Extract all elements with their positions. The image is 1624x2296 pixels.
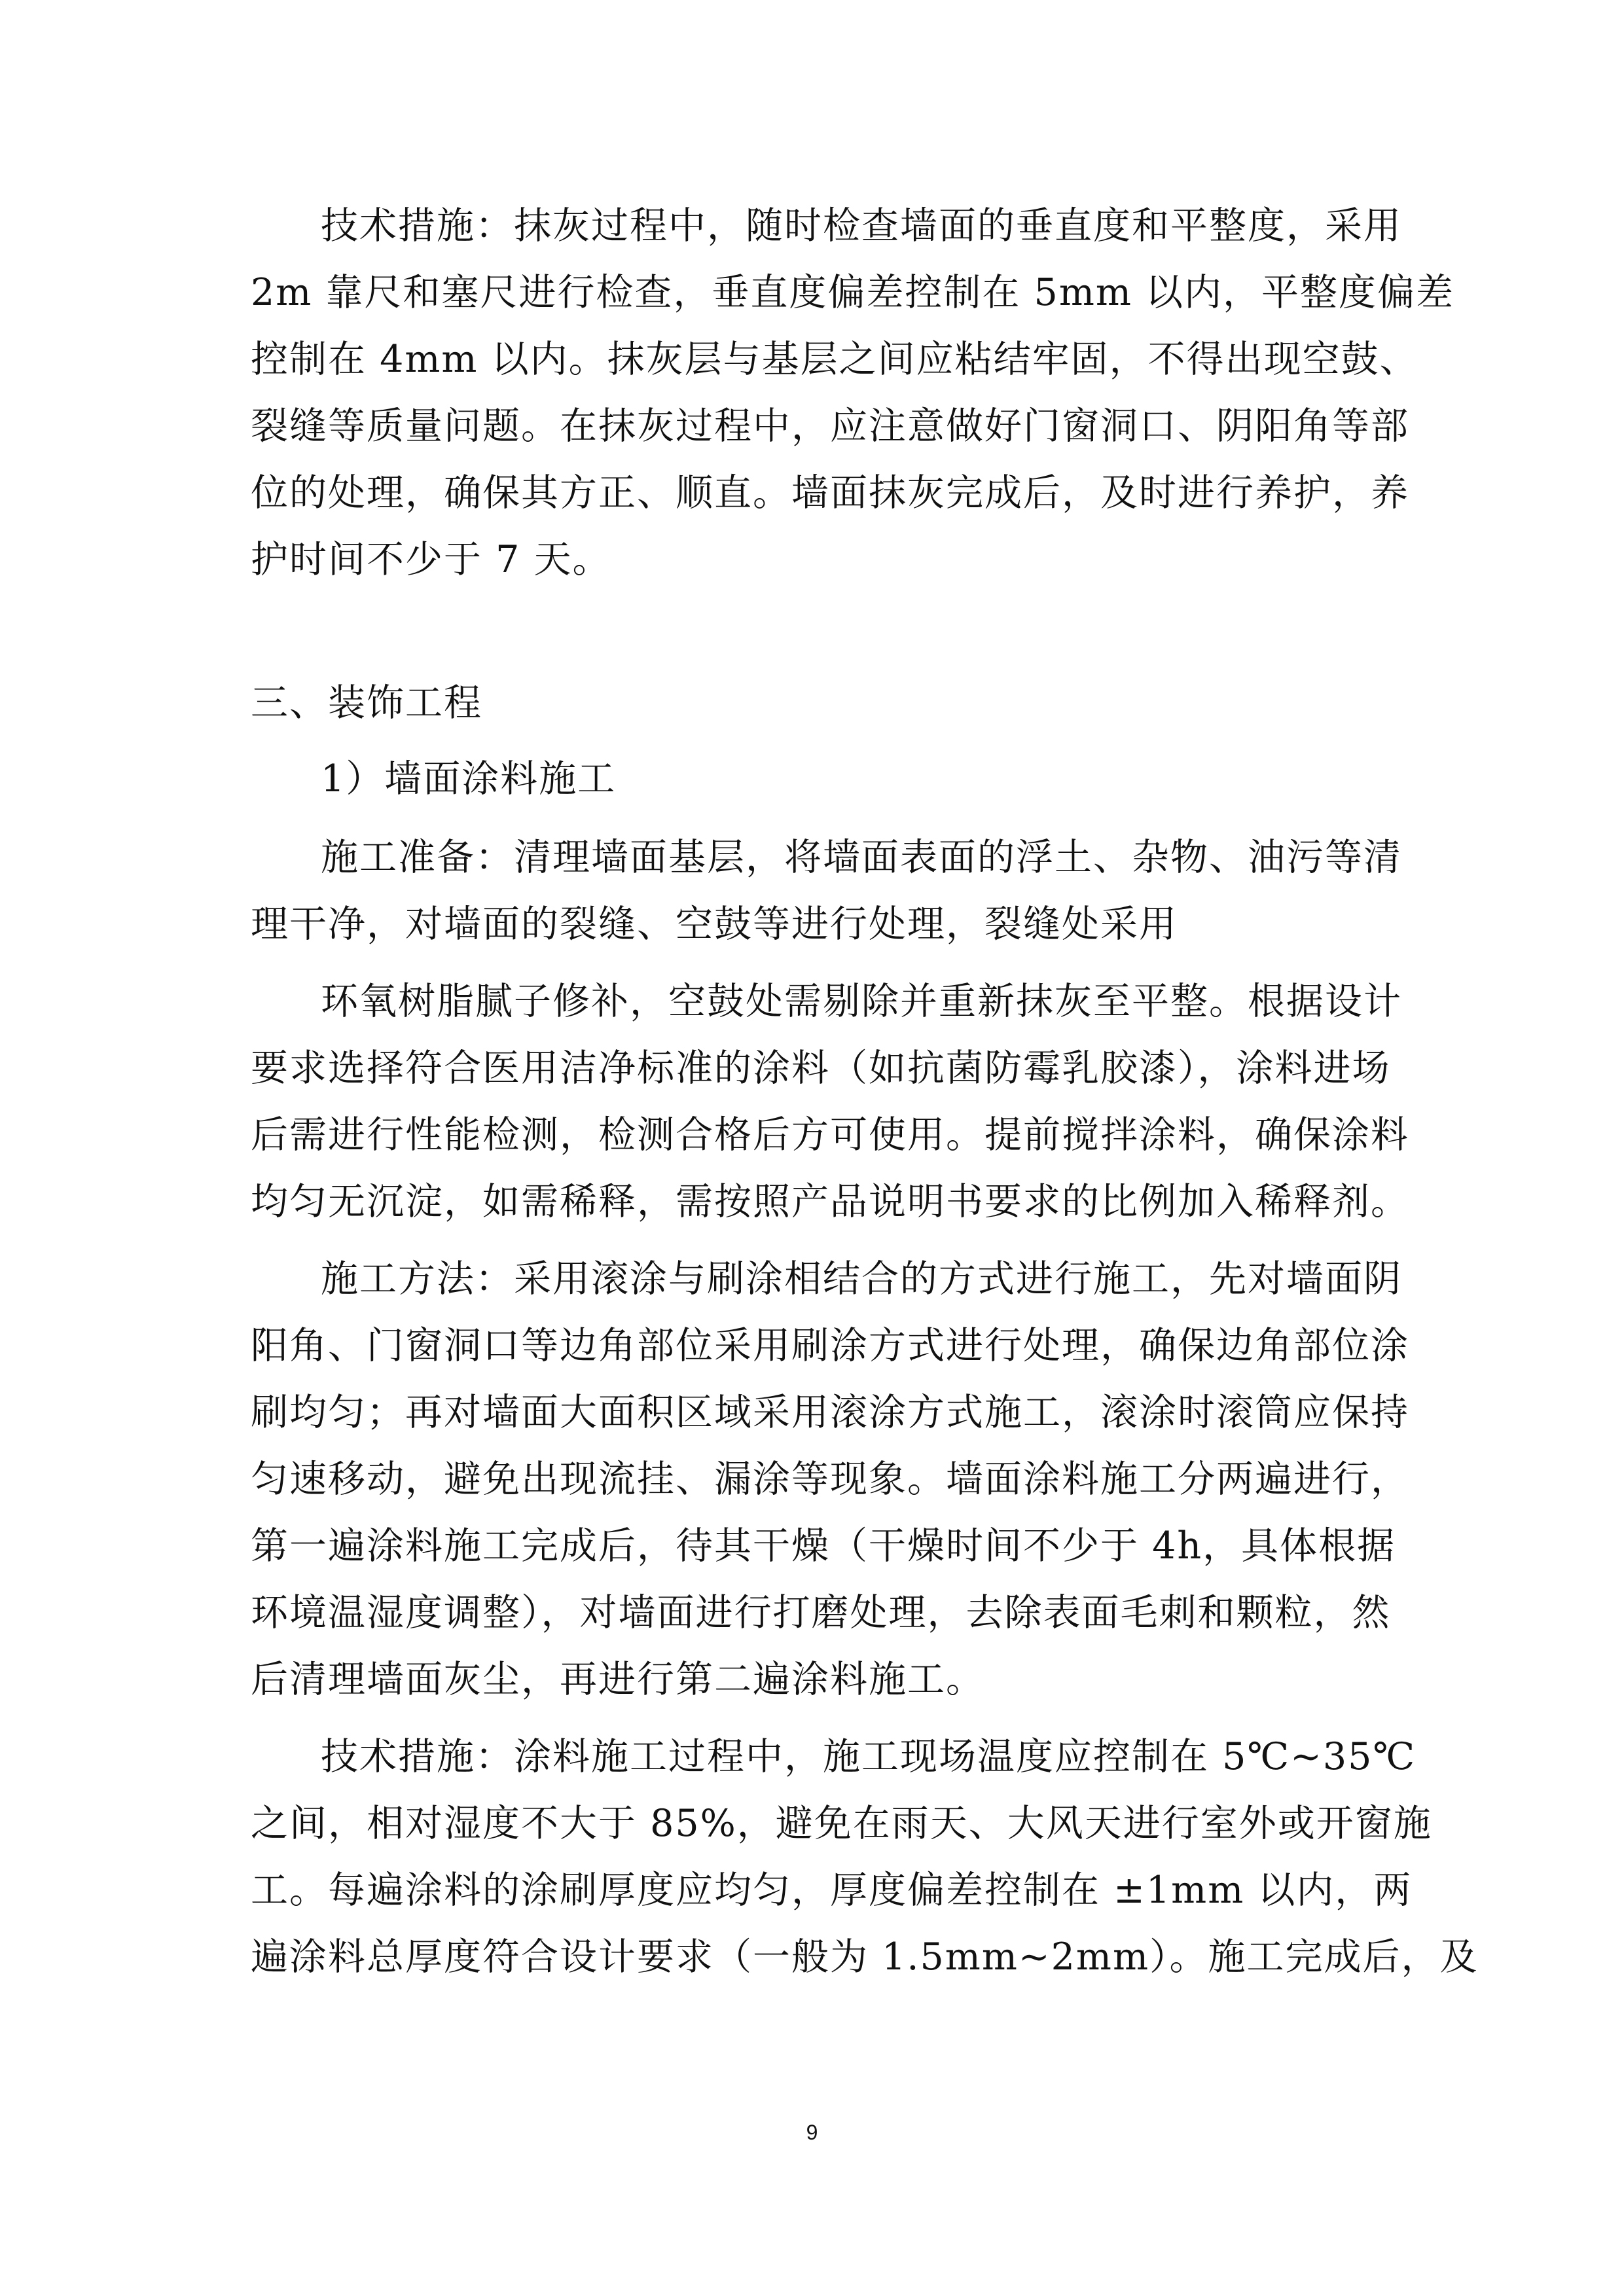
- paragraph-line: 施工方法：采用滚涂与刷涂相结合的方式进行施工，先对墙面阴: [321, 1257, 1402, 1300]
- section-heading: 三、装饰工程: [251, 681, 482, 725]
- subsection-heading: 1）墙面涂料施工: [321, 757, 617, 800]
- paragraph-line: 要求选择符合医用洁净标准的涂料（如抗菌防霉乳胶漆），涂料进场: [251, 1047, 1391, 1090]
- paragraph-line: 护时间不少于 7 天。: [251, 538, 611, 581]
- paragraph-line: 阳角、门窗洞口等边角部位采用刷涂方式进行处理，确保边角部位涂: [251, 1324, 1409, 1367]
- paragraph-line: 技术措施：涂料施工过程中，施工现场温度应控制在 5℃~35℃: [321, 1735, 1416, 1778]
- paragraph-line: 后需进行性能检测，检测合格后方可使用。提前搅拌涂料，确保涂料: [251, 1113, 1409, 1157]
- page-number: 9: [806, 2121, 818, 2144]
- paragraph-line: 之间，相对湿度不大于 85%，避免在雨天、大风天进行室外或开窗施: [251, 1802, 1432, 1845]
- paragraph-line: 工。每遍涂料的涂刷厚度应均匀，厚度偏差控制在 ±1mm 以内，两: [251, 1869, 1413, 1912]
- paragraph-line: 环境温湿度调整），对墙面进行打磨处理，去除表面毛刺和颗粒，然: [251, 1591, 1391, 1634]
- paragraph-line: 位的处理，确保其方正、顺直。墙面抹灰完成后，及时进行养护，养: [251, 471, 1409, 514]
- paragraph-line: 第一遍涂料施工完成后，待其干燥（干燥时间不少于 4h，具体根据: [251, 1524, 1396, 1568]
- paragraph-line: 后清理墙面灰尘，再进行第二遍涂料施工。: [251, 1658, 984, 1701]
- paragraph-line: 刷均匀；再对墙面大面积区域采用滚涂方式施工，滚涂时滚筒应保持: [251, 1391, 1409, 1434]
- paragraph-line: 施工准备：清理墙面基层，将墙面表面的浮土、杂物、油污等清: [321, 836, 1402, 879]
- paragraph-line: 均匀无沉淀，如需稀释，需按照产品说明书要求的比例加入稀释剂。: [251, 1180, 1409, 1223]
- paragraph-line: 环氧树脂腻子修补，空鼓处需剔除并重新抹灰至平整。根据设计: [321, 980, 1402, 1023]
- paragraph-line: 控制在 4mm 以内。抹灰层与基层之间应粘结牢固，不得出现空鼓、: [251, 338, 1418, 381]
- paragraph-line: 裂缝等质量问题。在抹灰过程中，应注意做好门窗洞口、阴阳角等部: [251, 404, 1409, 448]
- paragraph-line: 遍涂料总厚度符合设计要求（一般为 1.5mm~2mm）。施工完成后，及: [251, 1935, 1479, 1979]
- paragraph-line: 理干净，对墙面的裂缝、空鼓等进行处理，裂缝处采用: [251, 903, 1178, 946]
- paragraph-line: 匀速移动，避免出现流挂、漏涂等现象。墙面涂料施工分两遍进行，: [251, 1458, 1409, 1501]
- paragraph-line: 技术措施：抹灰过程中，随时检查墙面的垂直度和平整度，采用: [321, 204, 1402, 247]
- paragraph-line: 2m 靠尺和塞尺进行检查，垂直度偏差控制在 5mm 以内，平整度偏差: [251, 271, 1455, 314]
